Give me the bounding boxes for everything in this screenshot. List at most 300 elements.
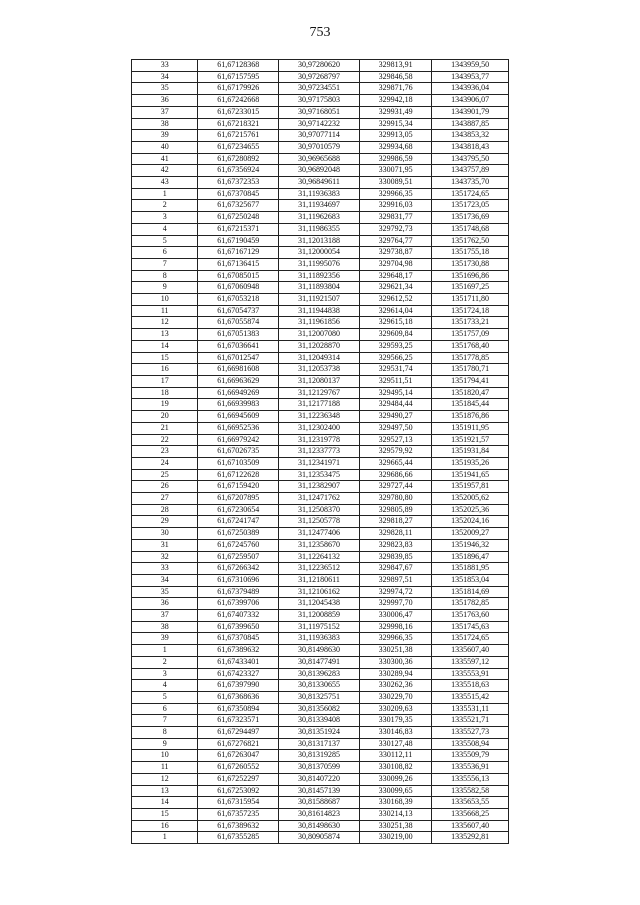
latitude-cell: 61,66963629	[198, 375, 279, 387]
x-coordinate-cell: 329839,85	[359, 551, 432, 563]
y-coordinate-cell: 1335668,25	[432, 809, 509, 821]
x-coordinate-cell: 330146,83	[359, 727, 432, 739]
point-number-cell: 1	[132, 188, 198, 200]
latitude-cell: 61,67260552	[198, 762, 279, 774]
table-row	[132, 504, 509, 516]
table-row	[132, 399, 509, 411]
longitude-cell: 31,11936383	[279, 633, 360, 645]
latitude-cell: 61,67167129	[198, 247, 279, 259]
latitude-cell: 61,66945609	[198, 411, 279, 423]
table-row	[132, 130, 509, 142]
table-row	[132, 329, 509, 341]
point-number-cell: 35	[132, 586, 198, 598]
x-coordinate-cell: 330251,38	[359, 645, 432, 657]
table-row	[132, 551, 509, 563]
y-coordinate-cell: 1352009,27	[432, 528, 509, 540]
x-coordinate-cell: 329847,67	[359, 563, 432, 575]
y-coordinate-cell: 1351724,65	[432, 188, 509, 200]
x-coordinate-cell: 329913,05	[359, 130, 432, 142]
point-number-cell: 2	[132, 656, 198, 668]
longitude-cell: 31,12353475	[279, 469, 360, 481]
y-coordinate-cell: 1351820,47	[432, 387, 509, 399]
y-coordinate-cell: 1352025,36	[432, 504, 509, 516]
y-coordinate-cell: 1335556,13	[432, 773, 509, 785]
table-row	[132, 60, 509, 72]
y-coordinate-cell: 1352005,62	[432, 493, 509, 505]
longitude-cell: 31,12358670	[279, 539, 360, 551]
table-row	[132, 516, 509, 528]
longitude-cell: 31,11892356	[279, 270, 360, 282]
y-coordinate-cell: 1343906,07	[432, 95, 509, 107]
y-coordinate-cell: 1343953,77	[432, 71, 509, 83]
y-coordinate-cell: 1335653,55	[432, 797, 509, 809]
table-row	[132, 820, 509, 832]
point-number-cell: 1	[132, 832, 198, 844]
y-coordinate-cell: 1335508,94	[432, 738, 509, 750]
point-number-cell: 39	[132, 633, 198, 645]
longitude-cell: 31,11961856	[279, 317, 360, 329]
y-coordinate-cell: 1351745,63	[432, 621, 509, 633]
x-coordinate-cell: 329846,58	[359, 71, 432, 83]
longitude-cell: 31,12080137	[279, 375, 360, 387]
longitude-cell: 31,12319778	[279, 434, 360, 446]
x-coordinate-cell: 330229,70	[359, 691, 432, 703]
latitude-cell: 61,67259507	[198, 551, 279, 563]
latitude-cell: 61,67372353	[198, 177, 279, 189]
y-coordinate-cell: 1343735,70	[432, 177, 509, 189]
y-coordinate-cell: 1351782,85	[432, 598, 509, 610]
x-coordinate-cell: 329792,73	[359, 223, 432, 235]
table-row	[132, 223, 509, 235]
x-coordinate-cell: 330300,36	[359, 656, 432, 668]
y-coordinate-cell: 1335553,91	[432, 668, 509, 680]
x-coordinate-cell: 329593,25	[359, 340, 432, 352]
x-coordinate-cell: 329897,51	[359, 574, 432, 586]
y-coordinate-cell: 1351733,21	[432, 317, 509, 329]
table-row	[132, 610, 509, 622]
latitude-cell: 61,67215761	[198, 130, 279, 142]
latitude-cell: 61,66949269	[198, 387, 279, 399]
table-row	[132, 656, 509, 668]
table-row	[132, 106, 509, 118]
longitude-cell: 30,97280620	[279, 60, 360, 72]
table-row	[132, 598, 509, 610]
table-row	[132, 563, 509, 575]
x-coordinate-cell: 329942,18	[359, 95, 432, 107]
latitude-cell: 61,67233015	[198, 106, 279, 118]
table-row	[132, 785, 509, 797]
table-row	[132, 364, 509, 376]
x-coordinate-cell: 329615,18	[359, 317, 432, 329]
x-coordinate-cell: 330209,63	[359, 703, 432, 715]
y-coordinate-cell: 1351814,69	[432, 586, 509, 598]
latitude-cell: 61,67230654	[198, 504, 279, 516]
latitude-cell: 61,67368636	[198, 691, 279, 703]
point-number-cell: 32	[132, 551, 198, 563]
point-number-cell: 42	[132, 165, 198, 177]
longitude-cell: 31,11936383	[279, 188, 360, 200]
table-row	[132, 118, 509, 130]
y-coordinate-cell: 1335607,40	[432, 645, 509, 657]
point-number-cell: 15	[132, 352, 198, 364]
point-number-cell: 10	[132, 294, 198, 306]
x-coordinate-cell: 329511,51	[359, 375, 432, 387]
y-coordinate-cell: 1343818,43	[432, 141, 509, 153]
point-number-cell: 14	[132, 797, 198, 809]
longitude-cell: 30,81351924	[279, 727, 360, 739]
point-number-cell: 4	[132, 223, 198, 235]
x-coordinate-cell: 329986,59	[359, 153, 432, 165]
x-coordinate-cell: 329805,89	[359, 504, 432, 516]
latitude-cell: 61,67051383	[198, 329, 279, 341]
latitude-cell: 61,67389632	[198, 645, 279, 657]
longitude-cell: 30,97077114	[279, 130, 360, 142]
point-number-cell: 34	[132, 71, 198, 83]
x-coordinate-cell: 330099,65	[359, 785, 432, 797]
latitude-cell: 61,67157595	[198, 71, 279, 83]
table-row	[132, 469, 509, 481]
table-row	[132, 153, 509, 165]
y-coordinate-cell: 1351755,18	[432, 247, 509, 259]
latitude-cell: 61,67370845	[198, 633, 279, 645]
table-row	[132, 446, 509, 458]
latitude-cell: 61,66952536	[198, 422, 279, 434]
table-row	[132, 422, 509, 434]
table-row	[132, 481, 509, 493]
point-number-cell: 16	[132, 364, 198, 376]
y-coordinate-cell: 1351780,71	[432, 364, 509, 376]
longitude-cell: 31,11921507	[279, 294, 360, 306]
latitude-cell: 61,67190459	[198, 235, 279, 247]
longitude-cell: 31,11934697	[279, 200, 360, 212]
x-coordinate-cell: 329531,74	[359, 364, 432, 376]
x-coordinate-cell: 329686,66	[359, 469, 432, 481]
longitude-cell: 31,12505778	[279, 516, 360, 528]
longitude-cell: 31,12106162	[279, 586, 360, 598]
x-coordinate-cell: 329614,04	[359, 305, 432, 317]
point-number-cell: 9	[132, 282, 198, 294]
point-number-cell: 24	[132, 457, 198, 469]
latitude-cell: 61,67012547	[198, 352, 279, 364]
x-coordinate-cell: 330089,51	[359, 177, 432, 189]
x-coordinate-cell: 329497,50	[359, 422, 432, 434]
y-coordinate-cell: 1335509,79	[432, 750, 509, 762]
x-coordinate-cell: 330251,38	[359, 820, 432, 832]
latitude-cell: 61,67026735	[198, 446, 279, 458]
longitude-cell: 30,81614823	[279, 809, 360, 821]
point-number-cell: 28	[132, 504, 198, 516]
point-number-cell: 8	[132, 270, 198, 282]
y-coordinate-cell: 1351778,85	[432, 352, 509, 364]
latitude-cell: 61,67379489	[198, 586, 279, 598]
latitude-cell: 61,67315954	[198, 797, 279, 809]
latitude-cell: 61,67310696	[198, 574, 279, 586]
latitude-cell: 61,67323571	[198, 715, 279, 727]
point-number-cell: 23	[132, 446, 198, 458]
x-coordinate-cell: 329916,03	[359, 200, 432, 212]
y-coordinate-cell: 1351896,47	[432, 551, 509, 563]
latitude-cell: 61,67356924	[198, 165, 279, 177]
table-row	[132, 809, 509, 821]
y-coordinate-cell: 1351876,86	[432, 411, 509, 423]
longitude-cell: 31,12264132	[279, 551, 360, 563]
point-number-cell: 1	[132, 645, 198, 657]
x-coordinate-cell: 329813,91	[359, 60, 432, 72]
point-number-cell: 38	[132, 118, 198, 130]
table-row	[132, 270, 509, 282]
point-number-cell: 22	[132, 434, 198, 446]
y-coordinate-cell: 1335527,73	[432, 727, 509, 739]
y-coordinate-cell: 1351946,32	[432, 539, 509, 551]
point-number-cell: 13	[132, 785, 198, 797]
latitude-cell: 61,67103509	[198, 457, 279, 469]
table-row	[132, 434, 509, 446]
latitude-cell: 61,67355285	[198, 832, 279, 844]
longitude-cell: 30,81498630	[279, 820, 360, 832]
latitude-cell: 61,67423327	[198, 668, 279, 680]
point-number-cell: 29	[132, 516, 198, 528]
longitude-cell: 31,12236348	[279, 411, 360, 423]
latitude-cell: 61,67036641	[198, 340, 279, 352]
latitude-cell: 61,67266342	[198, 563, 279, 575]
table-row	[132, 645, 509, 657]
longitude-cell: 30,81319285	[279, 750, 360, 762]
latitude-cell: 61,67085015	[198, 270, 279, 282]
point-number-cell: 36	[132, 95, 198, 107]
x-coordinate-cell: 329764,77	[359, 235, 432, 247]
table-row	[132, 493, 509, 505]
longitude-cell: 31,12508370	[279, 504, 360, 516]
longitude-cell: 31,12477406	[279, 528, 360, 540]
x-coordinate-cell: 329609,84	[359, 329, 432, 341]
x-coordinate-cell: 329871,76	[359, 83, 432, 95]
latitude-cell: 61,66979242	[198, 434, 279, 446]
table-row	[132, 83, 509, 95]
table-row	[132, 832, 509, 844]
latitude-cell: 61,67245760	[198, 539, 279, 551]
y-coordinate-cell: 1351881,95	[432, 563, 509, 575]
longitude-cell: 30,81396283	[279, 668, 360, 680]
point-number-cell: 35	[132, 83, 198, 95]
y-coordinate-cell: 1343887,85	[432, 118, 509, 130]
longitude-cell: 30,97175803	[279, 95, 360, 107]
longitude-cell: 30,97168051	[279, 106, 360, 118]
table-row	[132, 375, 509, 387]
y-coordinate-cell: 1351911,95	[432, 422, 509, 434]
y-coordinate-cell: 1351724,65	[432, 633, 509, 645]
latitude-cell: 61,67218321	[198, 118, 279, 130]
x-coordinate-cell: 329665,44	[359, 457, 432, 469]
latitude-cell: 61,67433401	[198, 656, 279, 668]
longitude-cell: 30,81477491	[279, 656, 360, 668]
y-coordinate-cell: 1351730,88	[432, 258, 509, 270]
table-row	[132, 212, 509, 224]
x-coordinate-cell: 329648,17	[359, 270, 432, 282]
table-row	[132, 457, 509, 469]
y-coordinate-cell: 1351757,09	[432, 329, 509, 341]
table-row	[132, 235, 509, 247]
longitude-cell: 30,81317137	[279, 738, 360, 750]
x-coordinate-cell: 330112,11	[359, 750, 432, 762]
x-coordinate-cell: 329621,34	[359, 282, 432, 294]
table-row	[132, 317, 509, 329]
x-coordinate-cell: 329934,68	[359, 141, 432, 153]
longitude-cell: 31,12341971	[279, 457, 360, 469]
x-coordinate-cell: 329704,98	[359, 258, 432, 270]
latitude-cell: 61,67407332	[198, 610, 279, 622]
point-number-cell: 12	[132, 317, 198, 329]
latitude-cell: 61,67234655	[198, 141, 279, 153]
point-number-cell: 4	[132, 680, 198, 692]
latitude-cell: 61,66981608	[198, 364, 279, 376]
point-number-cell: 14	[132, 340, 198, 352]
point-number-cell: 13	[132, 329, 198, 341]
latitude-cell: 61,67136415	[198, 258, 279, 270]
table-row	[132, 574, 509, 586]
longitude-cell: 30,81339408	[279, 715, 360, 727]
table-row	[132, 727, 509, 739]
table-row	[132, 141, 509, 153]
table-row	[132, 762, 509, 774]
y-coordinate-cell: 1351736,69	[432, 212, 509, 224]
latitude-cell: 61,67325677	[198, 200, 279, 212]
longitude-cell: 31,11962683	[279, 212, 360, 224]
longitude-cell: 30,81498630	[279, 645, 360, 657]
point-number-cell: 16	[132, 820, 198, 832]
latitude-cell: 61,67276821	[198, 738, 279, 750]
point-number-cell: 6	[132, 247, 198, 259]
y-coordinate-cell: 1351935,26	[432, 457, 509, 469]
x-coordinate-cell: 330168,39	[359, 797, 432, 809]
longitude-cell: 31,12129767	[279, 387, 360, 399]
x-coordinate-cell: 329974,72	[359, 586, 432, 598]
point-number-cell: 5	[132, 235, 198, 247]
table-row	[132, 715, 509, 727]
latitude-cell: 61,67053218	[198, 294, 279, 306]
x-coordinate-cell: 329915,34	[359, 118, 432, 130]
longitude-cell: 31,12180611	[279, 574, 360, 586]
longitude-cell: 30,81356082	[279, 703, 360, 715]
point-number-cell: 30	[132, 528, 198, 540]
point-number-cell: 12	[132, 773, 198, 785]
y-coordinate-cell: 1343795,50	[432, 153, 509, 165]
table-row	[132, 586, 509, 598]
point-number-cell: 5	[132, 691, 198, 703]
point-number-cell: 10	[132, 750, 198, 762]
x-coordinate-cell: 329828,11	[359, 528, 432, 540]
x-coordinate-cell: 330099,26	[359, 773, 432, 785]
longitude-cell: 31,12382907	[279, 481, 360, 493]
point-number-cell: 37	[132, 106, 198, 118]
x-coordinate-cell: 329495,14	[359, 387, 432, 399]
x-coordinate-cell: 329780,80	[359, 493, 432, 505]
longitude-cell: 31,12013188	[279, 235, 360, 247]
y-coordinate-cell: 1351723,05	[432, 200, 509, 212]
x-coordinate-cell: 329727,44	[359, 481, 432, 493]
x-coordinate-cell: 329566,25	[359, 352, 432, 364]
point-number-cell: 33	[132, 563, 198, 575]
longitude-cell: 31,12236512	[279, 563, 360, 575]
point-number-cell: 25	[132, 469, 198, 481]
longitude-cell: 31,11995076	[279, 258, 360, 270]
x-coordinate-cell: 329818,27	[359, 516, 432, 528]
point-number-cell: 11	[132, 762, 198, 774]
table-row	[132, 539, 509, 551]
x-coordinate-cell: 329966,35	[359, 633, 432, 645]
y-coordinate-cell: 1351768,40	[432, 340, 509, 352]
latitude-cell: 61,67294497	[198, 727, 279, 739]
point-number-cell: 20	[132, 411, 198, 423]
y-coordinate-cell: 1351696,86	[432, 270, 509, 282]
longitude-cell: 30,81330655	[279, 680, 360, 692]
point-number-cell: 39	[132, 130, 198, 142]
point-number-cell: 7	[132, 258, 198, 270]
table-row	[132, 528, 509, 540]
x-coordinate-cell: 330262,36	[359, 680, 432, 692]
table-row	[132, 258, 509, 270]
point-number-cell: 34	[132, 574, 198, 586]
x-coordinate-cell: 330071,95	[359, 165, 432, 177]
y-coordinate-cell: 1335607,40	[432, 820, 509, 832]
table-row	[132, 633, 509, 645]
y-coordinate-cell: 1351853,04	[432, 574, 509, 586]
point-number-cell: 18	[132, 387, 198, 399]
latitude-cell: 61,67252297	[198, 773, 279, 785]
longitude-cell: 31,11986355	[279, 223, 360, 235]
x-coordinate-cell: 330006,47	[359, 610, 432, 622]
page-number: 753	[309, 25, 331, 40]
point-number-cell: 21	[132, 422, 198, 434]
longitude-cell: 30,97234551	[279, 83, 360, 95]
latitude-cell: 61,67128368	[198, 60, 279, 72]
coordinates-table-body	[132, 60, 509, 844]
point-number-cell: 3	[132, 668, 198, 680]
longitude-cell: 30,81588687	[279, 797, 360, 809]
latitude-cell: 61,67060948	[198, 282, 279, 294]
x-coordinate-cell: 329484,44	[359, 399, 432, 411]
table-row	[132, 352, 509, 364]
point-number-cell: 11	[132, 305, 198, 317]
point-number-cell: 37	[132, 610, 198, 622]
latitude-cell: 61,67215371	[198, 223, 279, 235]
x-coordinate-cell: 329831,77	[359, 212, 432, 224]
x-coordinate-cell: 329612,52	[359, 294, 432, 306]
point-number-cell: 36	[132, 598, 198, 610]
longitude-cell: 31,12049314	[279, 352, 360, 364]
table-row	[132, 750, 509, 762]
y-coordinate-cell: 1351748,68	[432, 223, 509, 235]
longitude-cell: 30,97268797	[279, 71, 360, 83]
latitude-cell: 61,67399706	[198, 598, 279, 610]
table-row	[132, 95, 509, 107]
y-coordinate-cell: 1335292,81	[432, 832, 509, 844]
point-number-cell: 15	[132, 809, 198, 821]
coordinates-table	[131, 59, 509, 844]
y-coordinate-cell: 1343936,04	[432, 83, 509, 95]
x-coordinate-cell: 329527,13	[359, 434, 432, 446]
y-coordinate-cell: 1335531,11	[432, 703, 509, 715]
latitude-cell: 61,67397990	[198, 680, 279, 692]
table-row	[132, 680, 509, 692]
latitude-cell: 61,67350894	[198, 703, 279, 715]
point-number-cell: 26	[132, 481, 198, 493]
table-row	[132, 247, 509, 259]
longitude-cell: 30,96892048	[279, 165, 360, 177]
x-coordinate-cell: 330108,82	[359, 762, 432, 774]
y-coordinate-cell: 1351794,41	[432, 375, 509, 387]
longitude-cell: 30,81370599	[279, 762, 360, 774]
y-coordinate-cell: 1335536,91	[432, 762, 509, 774]
